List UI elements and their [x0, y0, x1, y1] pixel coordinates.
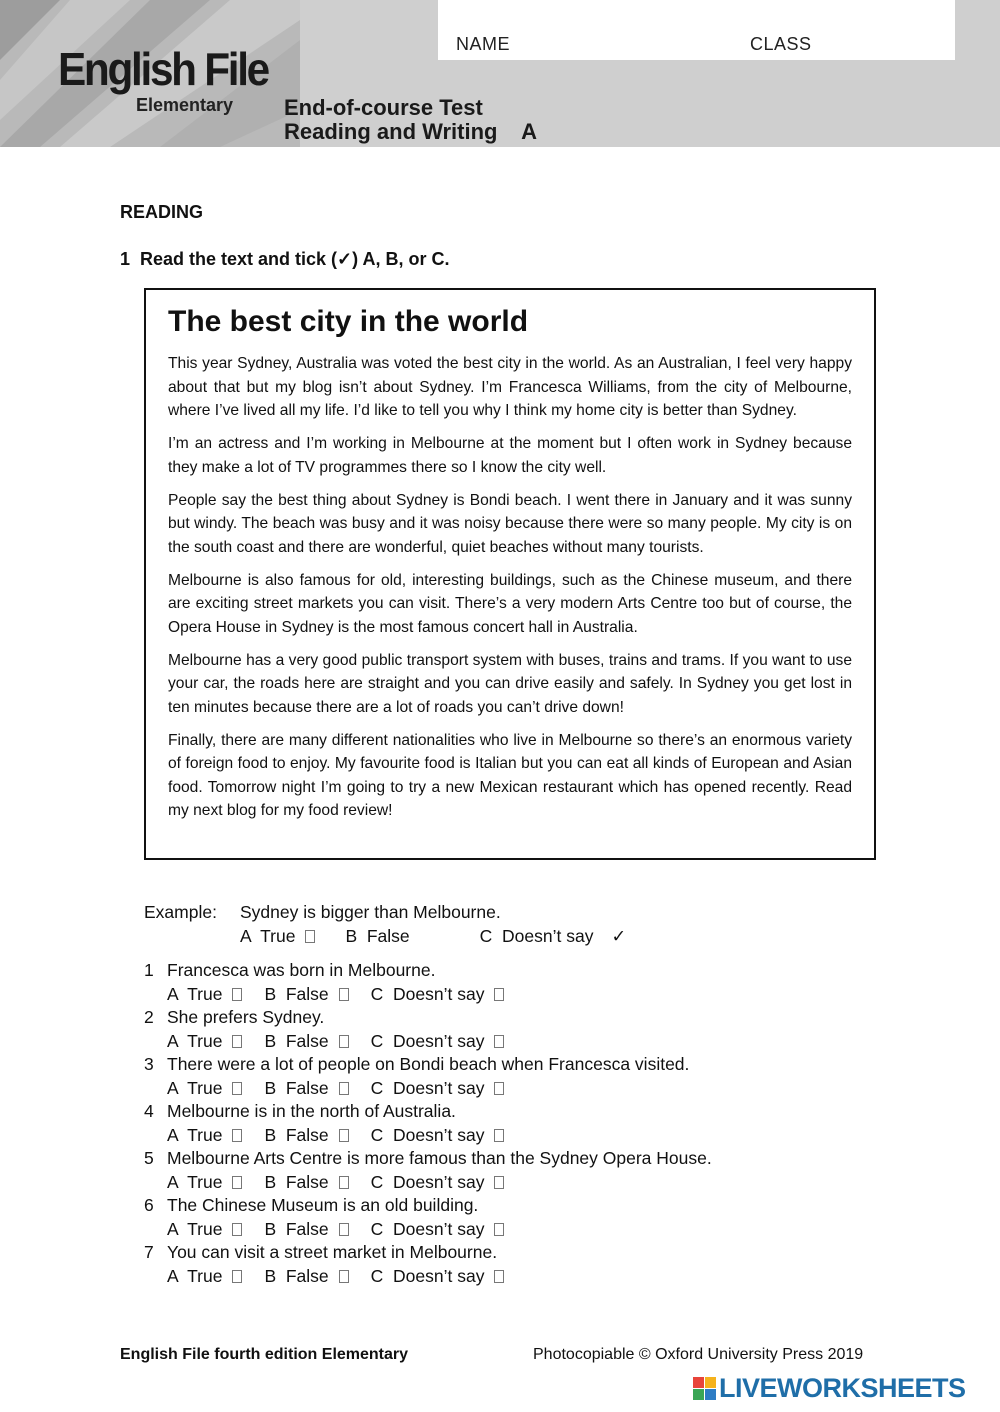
option-a: A True: [167, 1124, 223, 1145]
test-title-line1: End-of-course Test: [284, 95, 483, 120]
article-paragraph: Melbourne is also famous for old, interesting buildings, such as the Chinese museum, and there are exciting street markets you can visit. There’s a very modern Arts Centre too but of course, the Opera House in Sydney is the most famous concert hall in Australia.: [168, 571, 852, 636]
option-b: B False: [264, 1124, 329, 1145]
option-b: B False: [264, 1218, 329, 1239]
checkbox-a[interactable]: [232, 1082, 242, 1095]
article-paragraph: Melbourne has a very good public transport system with buses, trains and trams. If you want to use your car, the roads here are straight and you can drive easily and safely. In Sydney you get lost in ten minutes because there are a lot of roads you can’t drive down!: [168, 651, 852, 716]
question-options: [167, 1031, 526, 1052]
logo-square: [693, 1377, 704, 1388]
brand-logo-text: English File: [58, 43, 268, 95]
option-a: A True: [167, 1218, 223, 1239]
article-box: [144, 288, 876, 860]
question-number: 3: [144, 1054, 154, 1074]
checkbox-a[interactable]: [232, 1223, 242, 1236]
option-b: B False: [264, 1030, 329, 1051]
checkbox-a[interactable]: [232, 1035, 242, 1048]
checkbox-b[interactable]: [339, 988, 349, 1001]
article-paragraph: People say the best thing about Sydney is Bondi beach. I went there in January and it was sunny but windy. The beach was busy and it was noisy because there were so many people. My city is on the south coast and there are wonderful, quiet beaches without many tourists.: [168, 491, 852, 556]
logo-square: [705, 1377, 716, 1388]
option-a: A True: [167, 1265, 223, 1286]
class-label: CLASS: [750, 34, 812, 54]
question-number: 2: [144, 1007, 154, 1027]
question-text: Melbourne Arts Centre is more famous than the Sydney Opera House.: [167, 1148, 712, 1168]
checkbox-c[interactable]: [494, 1176, 504, 1189]
checkbox-a[interactable]: [232, 1129, 242, 1142]
question-options: [167, 1266, 526, 1287]
checkbox-c[interactable]: [494, 1082, 504, 1095]
checkbox-b[interactable]: [339, 1270, 349, 1283]
question-number: 5: [144, 1148, 154, 1168]
article-paragraph: I’m an actress and I’m working in Melbourne at the moment but I often work in Sydney because they make a lot of TV programmes there so I know the city well.: [168, 435, 852, 476]
checkbox-b[interactable]: [339, 1035, 349, 1048]
article-paragraph: This year Sydney, Australia was voted the best city in the world. As an Australian, I feel very happy about that but my blog isn’t about Sydney. I’m Francesca Williams, from the city of Melbourne, where I’ve lived all my life. I’d like to tell you why I think my home city is better than Sydney.: [168, 355, 852, 419]
checkbox-c[interactable]: [494, 1270, 504, 1283]
question-options: [167, 1125, 526, 1146]
question-text: Melbourne is in the north of Australia.: [167, 1101, 456, 1121]
option-a: A True: [167, 983, 223, 1004]
liveworksheets-wordmark: LIVEWORKSHEETS: [719, 1373, 966, 1403]
option-b: B False: [264, 983, 329, 1004]
test-title-line2: Reading and Writing A: [284, 119, 537, 144]
question-text: Francesca was born in Melbourne.: [167, 960, 436, 980]
logo-square: [705, 1389, 716, 1400]
question-text: The Chinese Museum is an old building.: [167, 1195, 479, 1215]
article-paragraph: Finally, there are many different nationalities who live in Melbourne so there’s an enormous variety of foreign food to enjoy. My favourite food is Italian but you can eat all kinds of European and Asian food. Tomorrow night I’m going to try a new Mexican restaurant which has opened recently. Read my next blog for my food review!: [168, 731, 852, 819]
article-title: The best city in the world: [168, 305, 529, 338]
footer-edition: English File fourth edition Elementary: [120, 1346, 409, 1363]
option-c: C Doesn’t say: [370, 1171, 485, 1192]
question-number: 4: [144, 1101, 154, 1121]
example-label: Example:: [144, 902, 217, 922]
question-text: She prefers Sydney.: [167, 1007, 325, 1027]
checkbox-a[interactable]: [232, 988, 242, 1001]
liveworksheets-icon: [693, 1377, 717, 1401]
checkbox-c[interactable]: [494, 1129, 504, 1142]
checkbox-b[interactable]: [339, 1223, 349, 1236]
question-number: 6: [144, 1195, 154, 1215]
task-instruction: 1 Read the text and tick (✓) A, B, or C.: [120, 249, 450, 269]
name-label: NAME: [456, 34, 511, 54]
option-c: C Doesn’t say: [370, 1265, 485, 1286]
liveworksheets-logo: [693, 1373, 966, 1404]
example-options: [240, 926, 626, 947]
checkbox-b[interactable]: [339, 1176, 349, 1189]
brand-level: Elementary: [136, 95, 234, 115]
section-heading: READING: [120, 202, 204, 222]
option-b: B False: [264, 1265, 329, 1286]
question-number: 7: [144, 1242, 154, 1262]
checkbox[interactable]: [305, 930, 315, 943]
checkbox-c[interactable]: [494, 988, 504, 1001]
logo-square: [693, 1389, 704, 1400]
question-options: [167, 1078, 526, 1099]
checkbox-b[interactable]: [339, 1082, 349, 1095]
option-c: C Doesn’t say: [370, 1124, 485, 1145]
name-class-box: [438, 0, 955, 60]
example-option-c: C Doesn’t say: [479, 926, 594, 946]
example-option-a: A True: [240, 926, 296, 946]
option-a: A True: [167, 1030, 223, 1051]
test-title: [284, 96, 537, 144]
option-a: A True: [167, 1171, 223, 1192]
question-text: There were a lot of people on Bondi beach when Francesca visited.: [167, 1054, 690, 1074]
option-c: C Doesn’t say: [370, 983, 485, 1004]
tick-mark: ✓: [611, 926, 627, 946]
checkbox-a[interactable]: [232, 1176, 242, 1189]
question-number: 1: [144, 960, 154, 980]
question-options: [167, 984, 526, 1005]
example-statement: Sydney is bigger than Melbourne.: [240, 902, 501, 922]
option-b: B False: [264, 1077, 329, 1098]
example-option-b: B False: [345, 926, 410, 946]
question-text: You can visit a street market in Melbourne.: [167, 1242, 498, 1262]
checkbox-c[interactable]: [494, 1223, 504, 1236]
checkbox-c[interactable]: [494, 1035, 504, 1048]
question-options: [167, 1172, 526, 1193]
question-options: [167, 1219, 526, 1240]
option-a: A True: [167, 1077, 223, 1098]
option-b: B False: [264, 1171, 329, 1192]
checkbox-a[interactable]: [232, 1270, 242, 1283]
footer-copyright: Photocopiable © Oxford University Press 2019: [533, 1346, 864, 1363]
checkbox-b[interactable]: [339, 1129, 349, 1142]
option-c: C Doesn’t say: [370, 1218, 485, 1239]
option-c: C Doesn’t say: [370, 1077, 485, 1098]
option-c: C Doesn’t say: [370, 1030, 485, 1051]
